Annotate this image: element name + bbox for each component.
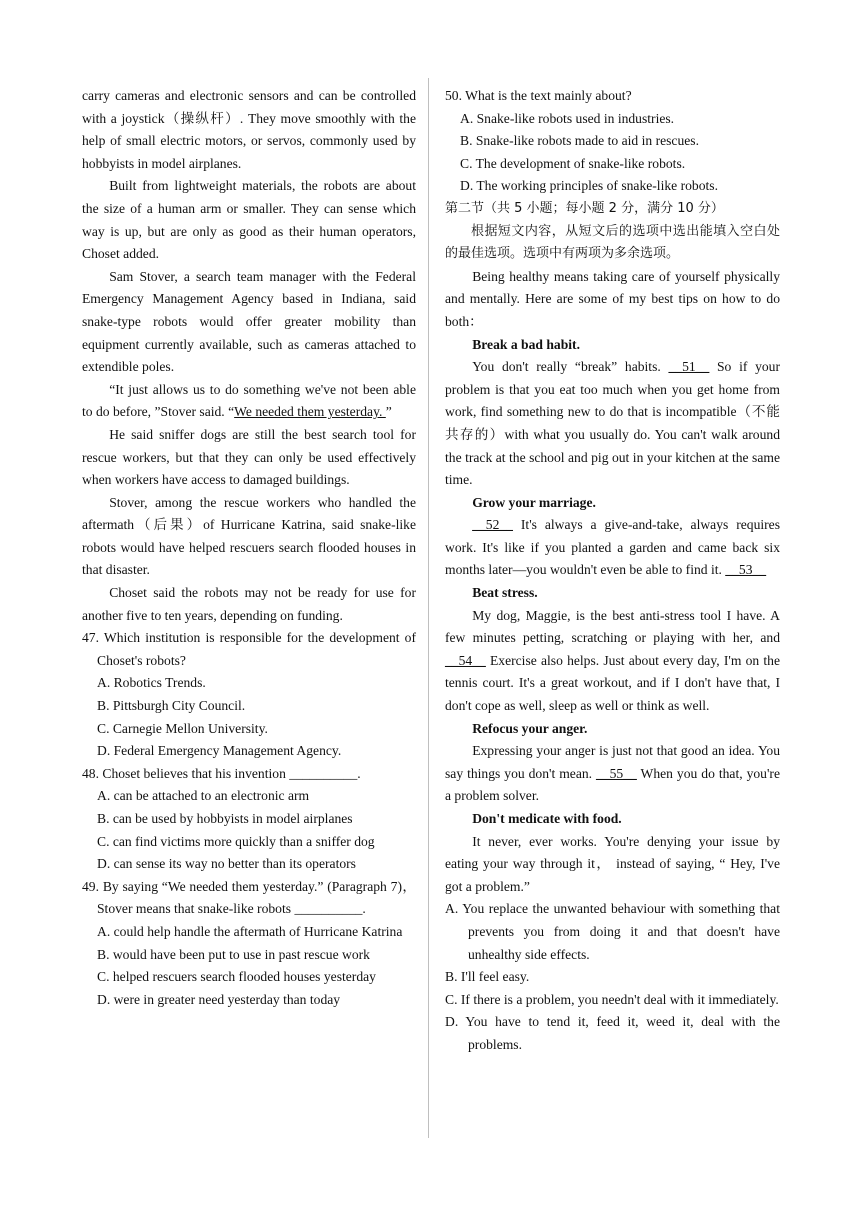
option: A. Robotics Trends.	[97, 675, 206, 691]
paragraph: Choset said the robots may not be ready for use for another five to ten years, depending on funding.	[82, 585, 416, 623]
heading-break-habit: Break a bad habit.	[472, 336, 580, 352]
question-50: 50. What is the text mainly about?	[445, 88, 632, 103]
choice-a: A. You replace the unwanted behaviour with something that prevents you from doing it and that doesn't have unhealthy side effects.	[445, 901, 780, 962]
paragraph: Stover, among the rescue workers who handled the aftermath（后果）of Hurricane Katrina, said snake-like robots would have helped rescuers search flooded houses in that disaster.	[82, 494, 416, 578]
underlined-quote: We needed them yesterday.	[234, 404, 386, 420]
option: B. Snake-like robots made to aid in rescues.	[460, 133, 699, 149]
option: D. can sense its way no better than its operators	[97, 856, 356, 872]
choice-b: B. I'll feel easy.	[445, 969, 530, 985]
option: D. Federal Emergency Management Agency.	[97, 743, 342, 759]
quote-close: ”	[385, 404, 392, 420]
paragraph-quote	[82, 379, 416, 424]
heading-beat-stress: Beat stress.	[472, 585, 538, 601]
option: B. Pittsburgh City Council.	[97, 698, 246, 714]
quote-text: “It just allows us to do something we've not been able to do before, ”Stover said. “	[82, 381, 416, 420]
right-column	[445, 85, 780, 1057]
question-49: 49. By saying “We needed them yesterday.” (Paragraph 7)，Stover means that snake-like robots __________.	[82, 878, 416, 917]
paragraph: carry cameras and electronic sensors and can be controlled with a joystick（操纵杆）. They move smoothly with the help of small electric motors, or servos, commonly used by hobbyists in model airplanes.	[82, 88, 416, 171]
question-47: 47. Which institution is responsible for the development of Choset's robots?	[82, 630, 416, 668]
instructions: 根据短文内容，从短文后的选项中选出能填入空白处的最佳选项。选项中有两项为多余选项。	[445, 223, 780, 262]
heading-grow-marriage: Grow your marriage.	[472, 494, 596, 510]
choice-d: D. You have to tend it, feed it, weed it, deal with the problems.	[445, 1014, 780, 1052]
paragraph: It never, ever works. You're denying your issue by eating your way through it， instead of saying, “ Hey, I've got a problem.”	[445, 833, 780, 894]
option: C. The development of snake-like robots.	[460, 155, 686, 171]
option: D. were in greater need yesterday than today	[97, 991, 341, 1007]
blank-55: __55__	[596, 765, 637, 781]
blank-53: __53__	[725, 562, 767, 578]
question-48: 48. Choset believes that his invention __________.	[82, 765, 361, 781]
blank-52: __52__	[472, 517, 513, 533]
option: C. helped rescuers search flooded houses yesterday	[97, 969, 376, 985]
column-divider	[428, 78, 429, 1138]
paragraph: Expressing your anger is just not that good an idea. You say things you don't mean. __55__ When you do that, you're a problem solver.	[445, 743, 780, 804]
paragraph: You don't really “break” habits. __51__ So if your problem is that you eat too much when you get home from work, find something new to do that is incompatible（不能共存的）with what you usually do. You can't walk around the track at the school and pig out in your kitchen at the same time.	[445, 359, 780, 488]
option: A. Snake-like robots used in industries.	[460, 110, 675, 126]
option: A. can be attached to an electronic arm	[97, 788, 310, 804]
option: A. could help handle the aftermath of Hurricane Katrina	[97, 923, 403, 939]
paragraph: __52__ It's always a give-and-take, always requires work. It's like if you planted a garden and came back six months later—you wouldn't even be able to find it. __53__	[445, 517, 780, 578]
option: C. can find victims more quickly than a sniffer dog	[97, 833, 375, 849]
paragraph: Built from lightweight materials, the robots are about the size of a human arm or smaller. They can sense which way is up, but are only as good as their human operators, Choset added.	[82, 178, 416, 262]
option: D. The working principles of snake-like robots.	[460, 178, 718, 194]
heading-refocus-anger: Refocus your anger.	[472, 720, 588, 736]
paragraph: He said sniffer dogs are still the best search tool for rescue workers, but that they can only be used effectively when workers have access to damaged buildings.	[82, 426, 416, 488]
paragraph: Sam Stover, a search team manager with the Federal Emergency Management Agency based in Indiana, said snake-type robots would offer greater mobility than equipment currently available, such as cameras attached to extendible poles.	[82, 268, 416, 375]
paragraph: My dog, Maggie, is the best anti-stress tool I have. A few minutes petting, scratching or playing with her, and __54__ Exercise also helps. Just about every day, I'm on the tennis court. It's a great workout, and if I don't have that, I don't cope as well, sleep as well or think as well.	[445, 607, 780, 714]
option: C. Carnegie Mellon University.	[97, 720, 268, 736]
blank-51: __51__	[668, 359, 710, 375]
option: B. can be used by hobbyists in model airplanes	[97, 811, 353, 826]
choice-c: C. If there is a problem, you needn't deal with it immediately.	[445, 991, 779, 1007]
passage-intro: Being healthy means taking care of yourself physically and mentally. Here are some of my best tips on how to do both：	[445, 268, 780, 329]
section-title: 第二节（共 5 小题；每小题 2 分，满分 10 分）	[445, 200, 724, 216]
option: B. would have been put to use in past rescue work	[97, 946, 370, 962]
blank-54: __54__	[445, 652, 486, 668]
left-column	[82, 85, 416, 1011]
heading-medicate-food: Don't medicate with food.	[472, 811, 622, 826]
